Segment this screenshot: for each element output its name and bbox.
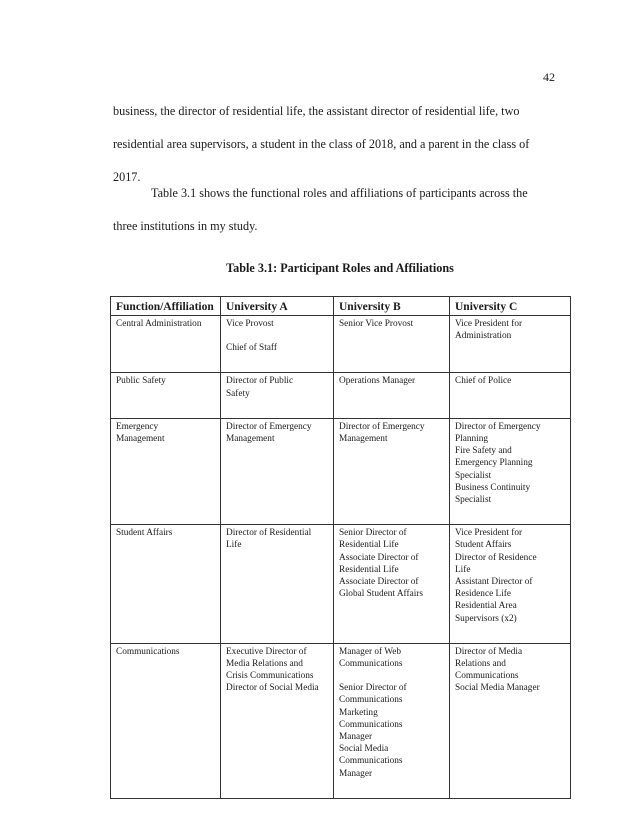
header-university-c: University C xyxy=(450,297,571,316)
university-b-cell xyxy=(334,373,450,418)
university-a-cell xyxy=(221,643,334,798)
role-entry: Director of Media Relations and Communications xyxy=(455,646,523,682)
function-cell xyxy=(111,373,221,418)
role-entry: Marketing Communications Manager xyxy=(339,707,403,743)
role-entry: Director of Residential Life xyxy=(226,528,312,551)
university-a-cell xyxy=(221,525,334,644)
function-cell xyxy=(111,643,221,798)
university-a-cell xyxy=(221,316,334,373)
university-b-cell xyxy=(334,643,450,798)
university-c-cell xyxy=(450,525,571,644)
role-entry: Director of Emergency Management xyxy=(339,421,425,445)
table-row xyxy=(111,373,571,418)
header-university-a: University A xyxy=(221,297,334,316)
role-entry: Manager of Web Communications xyxy=(339,646,403,670)
role-entry: Vice President for Student Affairs xyxy=(455,528,523,551)
role-entry: Vice Provost xyxy=(226,319,274,329)
university-a-cell xyxy=(221,418,334,524)
role-entry: Chief of Police xyxy=(455,376,512,387)
role-entry: Vice President for Administration xyxy=(455,319,523,342)
body-paragraph-2: Table 3.1 shows the functional roles and affiliations of participants across the three institutions in my study. xyxy=(113,186,528,233)
table-header-row xyxy=(111,297,571,316)
university-c-cell xyxy=(450,316,571,373)
table-row xyxy=(111,316,571,373)
header-function: Function/Affiliation xyxy=(111,297,221,316)
role-entry: Assistant Director of Residence Life xyxy=(455,577,533,600)
roles-table xyxy=(110,296,571,799)
role-entry: Director of Emergency Management xyxy=(226,421,312,445)
role-entry: Chief of Staff xyxy=(226,343,277,354)
university-c-cell xyxy=(450,373,571,418)
function-cell xyxy=(111,418,221,524)
role-entry: Senior Director of Communications xyxy=(339,683,407,706)
university-c-cell xyxy=(450,418,571,524)
role-entry: Business Continuity Specialist xyxy=(455,482,531,506)
role-entry: Director of Emergency Planning xyxy=(455,421,541,445)
table-row xyxy=(111,525,571,644)
role-entry: Operations Manager xyxy=(339,376,416,387)
role-entry: Director of Social Media xyxy=(226,683,319,694)
table-row xyxy=(111,643,571,798)
header-university-b: University B xyxy=(334,297,450,316)
table-row xyxy=(111,418,571,524)
role-entry: Social Media Manager xyxy=(455,683,540,694)
university-b-cell xyxy=(334,525,450,644)
role-entry: Senior Director of Residential Life xyxy=(339,528,407,551)
function-label: Student Affairs xyxy=(116,528,173,539)
role-entry: Associate Director of Global Student Affairs xyxy=(339,577,424,600)
role-entry: Director of Public Safety xyxy=(226,376,294,399)
function-label: Central Administration xyxy=(116,319,202,329)
table-caption: Table 3.1: Participant Roles and Affiliations xyxy=(226,261,454,275)
function-label: Communications xyxy=(116,646,180,657)
university-b-cell xyxy=(334,418,450,524)
function-label: Emergency Management xyxy=(116,421,165,445)
role-entry: Executive Director of Media Relations and Crisis Communications xyxy=(226,646,314,682)
role-entry: Director of Residence Life xyxy=(455,552,537,575)
function-cell xyxy=(111,525,221,644)
spacer xyxy=(339,670,445,682)
function-label: Public Safety xyxy=(116,376,166,387)
role-entry: Senior Vice Provost xyxy=(339,319,414,329)
table-body xyxy=(111,316,571,799)
page-number: 42 xyxy=(543,70,555,84)
spacer xyxy=(226,330,329,342)
university-b-cell xyxy=(334,316,450,373)
role-entry: Social Media Communications Manager xyxy=(339,744,403,779)
role-entry: Fire Safety and Emergency Planning Specialist xyxy=(455,446,533,481)
university-c-cell xyxy=(450,643,571,798)
role-entry: Associate Director of Residential Life xyxy=(339,552,419,575)
university-a-cell xyxy=(221,373,334,418)
function-cell xyxy=(111,316,221,373)
role-entry: Residential Area Supervisors (x2) xyxy=(455,601,517,624)
body-paragraph-1: business, the director of residential life, the assistant director of residential life, two residential area supervisors, a student in the class of 2018, and a parent in the class of 2017. xyxy=(113,104,530,184)
